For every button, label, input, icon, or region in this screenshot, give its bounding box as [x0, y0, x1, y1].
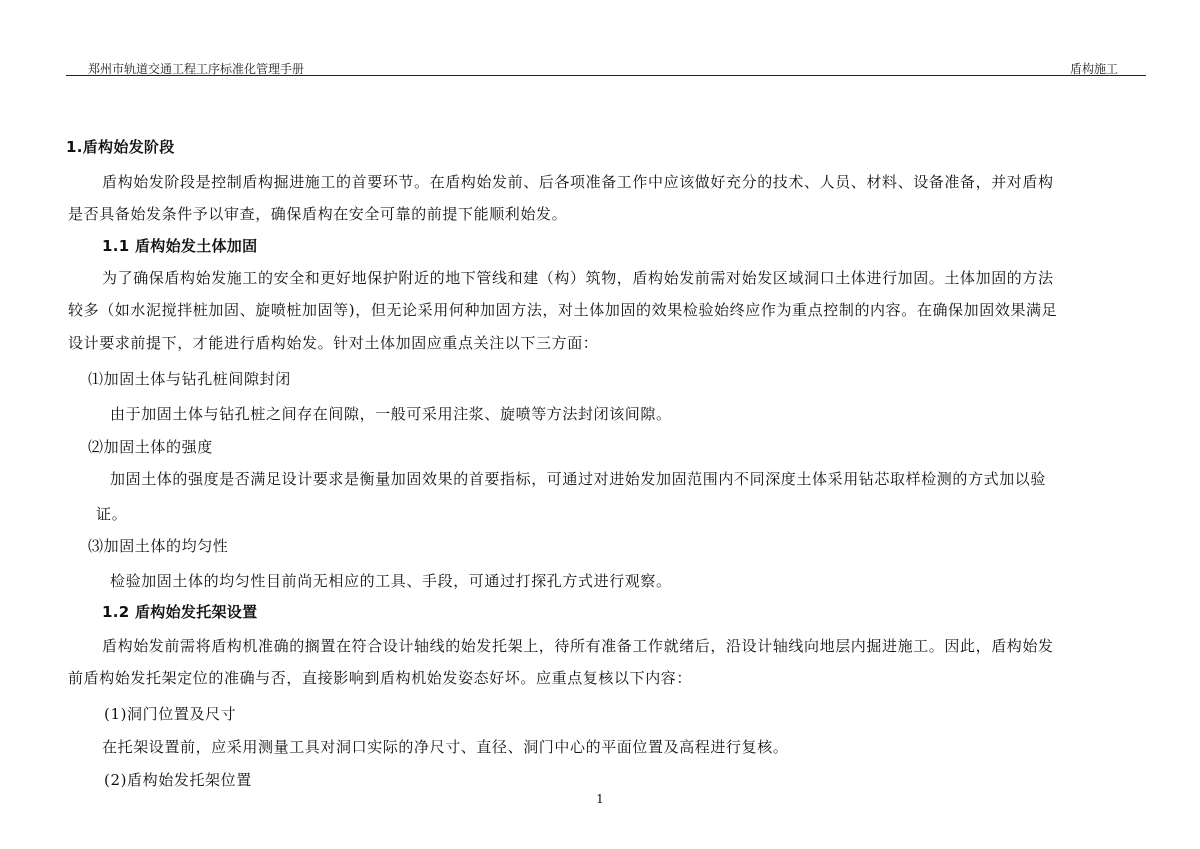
heading-shield-launch-stage: 1.盾构始发阶段	[66, 138, 175, 156]
heading-soil-reinforcement: 1.1 盾构始发土体加固	[102, 237, 258, 255]
sub-item-cradle-position: (2)盾构始发托架位置	[104, 771, 252, 789]
list-item-text: 加固土体的强度是否满足设计要求是衡量加固效果的首要指标，可通过对进始发加固范围内不同深度土体采用钻芯取样检测的方式加以验	[110, 470, 1047, 488]
paragraph-line: 是否具备始发条件予以审查，确保盾构在安全可靠的前提下能顺利始发。	[68, 205, 568, 223]
list-item-uniformity: ⑶加固土体的均匀性	[88, 537, 229, 555]
paragraph-line: 盾构始发前需将盾构机准确的搁置在符合设计轴线的始发托架上，待所有准备工作就绪后，沿设计轴线向地层内掘进施工。因此，盾构始发	[102, 637, 1054, 655]
manual-title: 郑州市轨道交通工程工序标准化管理手册	[88, 62, 305, 76]
paragraph-line: 设计要求前提下，才能进行盾构始发。针对土体加固应重点关注以下三方面：	[68, 334, 599, 352]
list-item-strength: ⑵加固土体的强度	[88, 438, 213, 456]
sub-item-portal-position: (1)洞门位置及尺寸	[104, 705, 237, 723]
paragraph-line: 盾构始发阶段是控制盾构掘进施工的首要环节。在盾构始发前、后各项准备工作中应该做好充分的技术、人员、材料、设备准备，并对盾构	[102, 173, 1054, 191]
paragraph-line: 前盾构始发托架定位的准确与否，直接影响到盾构机始发姿态好坏。应重点复核以下内容：	[68, 669, 693, 687]
list-item-text: 证。	[96, 505, 128, 523]
sub-item-text: 在托架设置前，应采用测量工具对洞口实际的净尺寸、直径、洞门中心的平面位置及高程进行复核。	[102, 738, 789, 756]
paragraph-line: 为了确保盾构始发施工的安全和更好地保护附近的地下管线和建（构）筑物，盾构始发前需对始发区域洞口土体进行加固。土体加固的方法	[102, 269, 1054, 287]
list-item-text: 由于加固土体与钻孔桩之间存在间隙，一般可采用注浆、旋喷等方法封闭该间隙。	[110, 405, 672, 423]
heading-launch-cradle: 1.2 盾构始发托架设置	[102, 603, 258, 621]
list-item-gap-sealing: ⑴加固土体与钻孔桩间隙封闭	[88, 370, 291, 388]
page-number: 1	[596, 792, 604, 806]
header-rule	[66, 75, 1146, 76]
paragraph-line: 较多（如水泥搅拌桩加固、旋喷桩加固等)，但无论采用何种加固方法，对土体加固的效果检验始终应作为重点控制的内容。在确保加固效果满足	[68, 301, 1058, 319]
list-item-text: 检验加固土体的均匀性目前尚无相应的工具、手段，可通过打探孔方式进行观察。	[110, 572, 672, 590]
section-title: 盾构施工	[1069, 62, 1118, 76]
